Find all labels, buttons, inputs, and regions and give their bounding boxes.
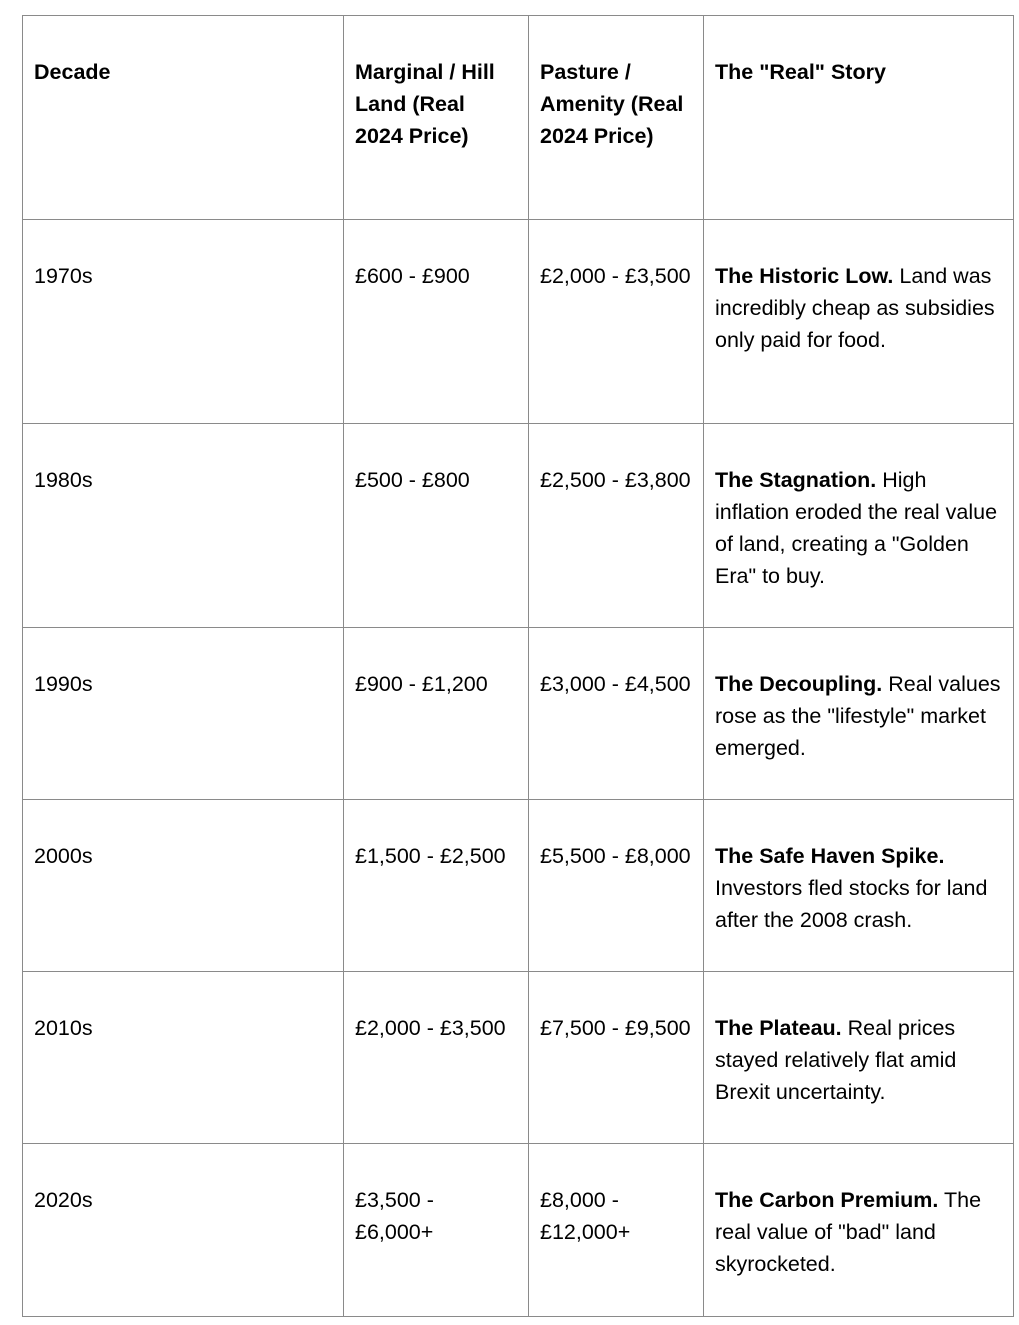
pasture-price-cell: £8,000 - £12,000+	[529, 1144, 704, 1317]
story-cell	[704, 628, 1014, 800]
marginal-price-cell: £500 - £800	[344, 424, 529, 628]
land-price-table	[22, 15, 1014, 1317]
table-row	[23, 800, 1014, 972]
story-text: High inflation eroded the real value of land, creating a "Golden Era" to buy.	[715, 468, 998, 588]
story-text: The real value of "bad" land skyrocketed.	[715, 1188, 982, 1276]
story-text: Investors fled stocks for land after the 2008 crash.	[715, 876, 988, 932]
table-header-row	[23, 16, 1014, 220]
story-lead: The Carbon Premium.	[715, 1188, 939, 1212]
story-lead: The Decoupling.	[715, 672, 883, 696]
marginal-price-cell: £1,500 - £2,500	[344, 800, 529, 972]
decade-cell: 2020s	[23, 1144, 344, 1317]
pasture-price-cell: £2,500 - £3,800	[529, 424, 704, 628]
table-row	[23, 1144, 1014, 1317]
story-text: Land was incredibly cheap as subsidies only paid for food.	[715, 264, 995, 352]
decade-cell: 1980s	[23, 424, 344, 628]
table-row	[23, 220, 1014, 424]
story-text: Real values rose as the "lifestyle" market emerged.	[715, 672, 1001, 760]
decade-cell: 1970s	[23, 220, 344, 424]
pasture-price-cell: £2,000 - £3,500	[529, 220, 704, 424]
story-lead: The Stagnation.	[715, 468, 877, 492]
header-pasture-amenity: Pasture / Amenity (Real 2024 Price)	[529, 16, 704, 220]
header-real-story: The "Real" Story	[704, 16, 1014, 220]
pasture-price-cell: £3,000 - £4,500	[529, 628, 704, 800]
story-text: Real prices stayed relatively flat amid Brexit uncertainty.	[715, 1016, 957, 1104]
marginal-price-cell: £600 - £900	[344, 220, 529, 424]
story-lead: The Plateau.	[715, 1016, 842, 1040]
pasture-price-cell: £7,500 - £9,500	[529, 972, 704, 1144]
story-cell	[704, 424, 1014, 628]
story-cell	[704, 220, 1014, 424]
story-cell	[704, 1144, 1014, 1317]
story-lead: The Safe Haven Spike.	[715, 844, 945, 868]
header-decade: Decade	[23, 16, 344, 220]
story-lead: The Historic Low.	[715, 264, 894, 288]
story-cell	[704, 800, 1014, 972]
decade-cell: 2010s	[23, 972, 344, 1144]
decade-cell: 1990s	[23, 628, 344, 800]
marginal-price-cell: £3,500 - £6,000+	[344, 1144, 529, 1317]
marginal-price-cell: £2,000 - £3,500	[344, 972, 529, 1144]
table-row	[23, 628, 1014, 800]
table-row	[23, 424, 1014, 628]
header-marginal-hill-land: Marginal / Hill Land (Real 2024 Price)	[344, 16, 529, 220]
decade-cell: 2000s	[23, 800, 344, 972]
pasture-price-cell: £5,500 - £8,000	[529, 800, 704, 972]
table-row	[23, 972, 1014, 1144]
story-cell	[704, 972, 1014, 1144]
marginal-price-cell: £900 - £1,200	[344, 628, 529, 800]
